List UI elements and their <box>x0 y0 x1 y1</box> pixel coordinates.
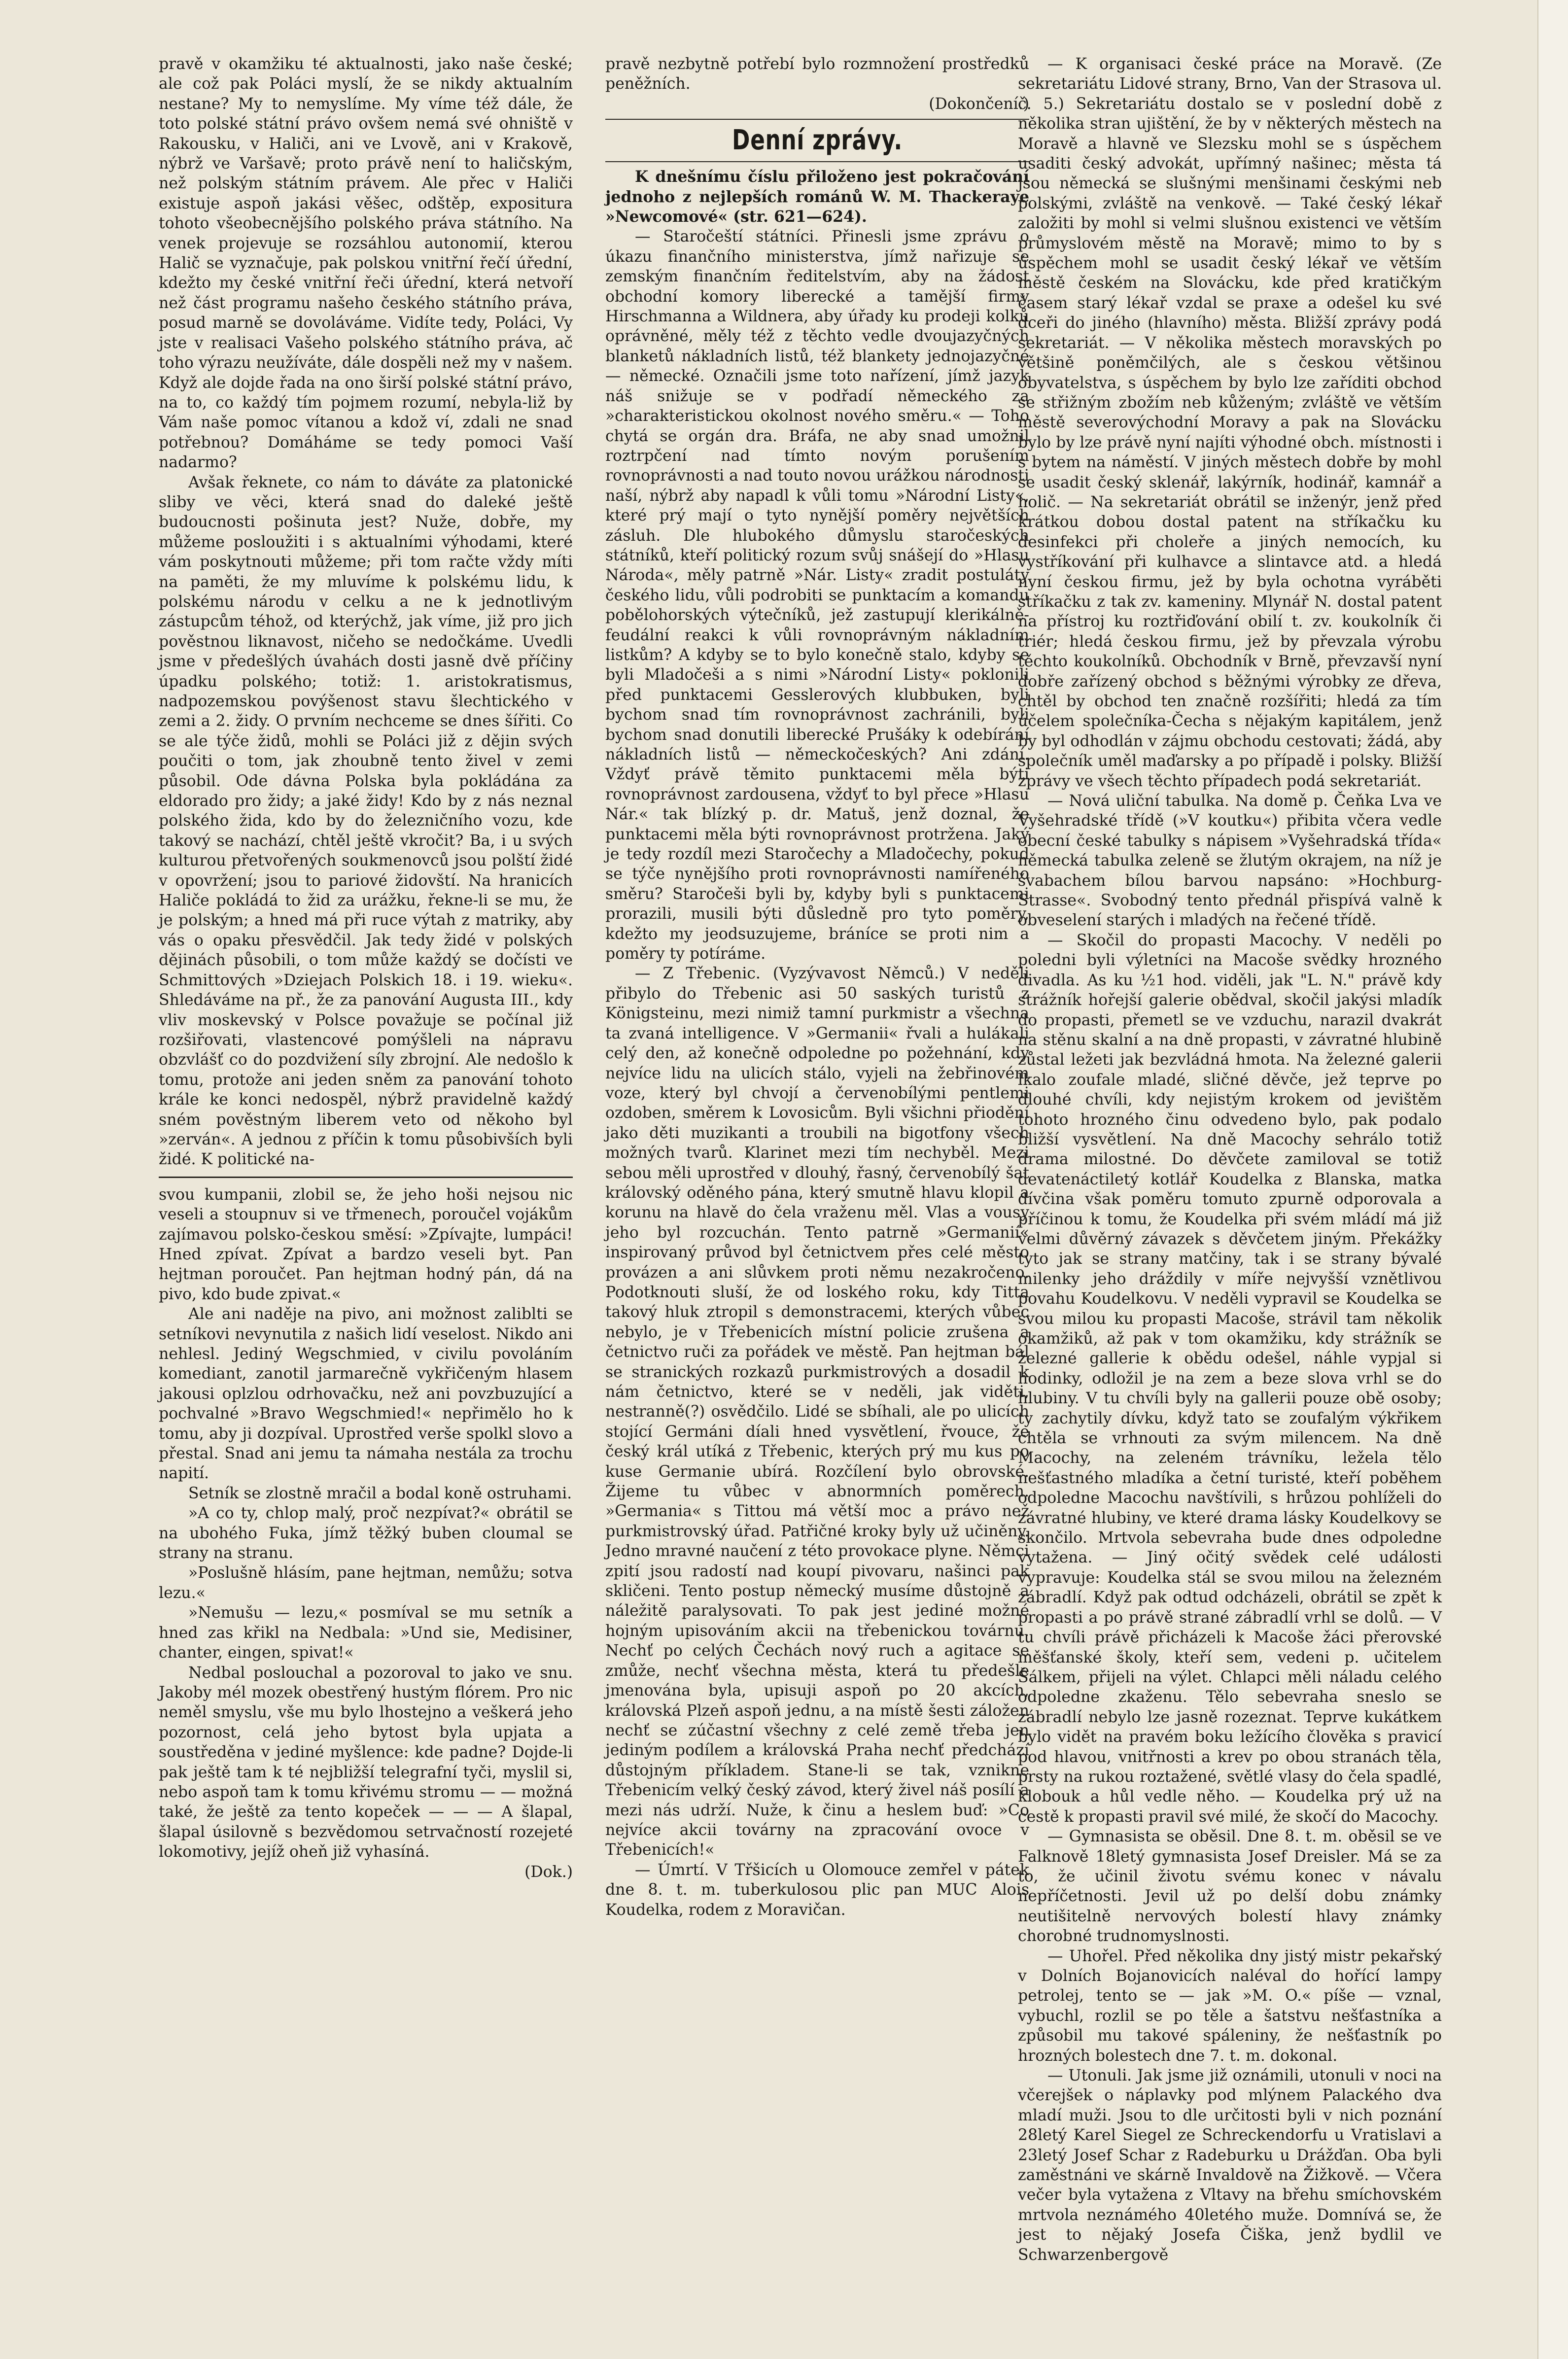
story-continued-tag: (Dok.) <box>524 1863 573 1881</box>
story-paragraph: Nedbal poslouchal a pozoroval to jako ve snu. Jakoby mél mozek obestřený hustým flórem. Pro nic neměl smyslu, vše mu bylo lhostejno a veškerá jeho pozornost, celá jeho bytost byla upjata a soustředěna v jediné myšlence: kde padne? Dojde-li pak ještě tam k té nejbližší telegrafní tyči, myslil si, nebo aspoň tam k tomu křivému stromu — — možná také, že ještě za tento kopeček — — — A šlapal, šlapal úsilovně s bezvědomou setrvačností rozejeté lokomotivy, jejíž oheň již vyhasíná. <box>159 1664 573 1861</box>
story-paragraph: Setník se zlostně mračil a bodal koně ostruhami. <box>188 1484 572 1502</box>
column-right <box>1018 54 1442 2265</box>
news-item: — Skočil do propasti Macochy. V neděli po poledni byli výletníci na Macoše svědky hrozného divadla. As ku ½1 hod. viděli, jak "L. N." právě kdy strážník hořejší galerie obědval, skočil jakýsi mladík do propasti, přemetl se ve vzduchu, narazil dvakrát na stěnu skalní a na dně propasti, v závratné hlubině zůstal ležeti jak bezvládná hmota. Na železné galerii lkalo zoufale mladé, sličné děvče, jež teprve po dlouhé chvíli, kdy nejistým krokem od jevištěm tohoto hrozného činu odvedeno bylo, pak podalo bližší vysvětlení. Na dně Macochy sehrálo totiž drama milostné. Do děvčete zamiloval se totiž devatenáctiletý kotlář Koudelka z Blanska, matka dívčina však poměru tomuto zpurně odporovala a příčinou k tomu, že Koudelka při svém mládí má již velmi důvěrný závazek s děvčetem jiným. Překážky tyto jak se strany matčiny, tak i se strany bývalé milenky jeho dráždily v míře nejvyšší vznětlivou povahu Koudelkovu. V neděli vypravil se Koudelka se svou milou ku propasti Macoše, strávil tam několik okamžiků, až pak v tom okamžiku, kdy strážník se železné gallerie k obědu odešel, náhle vypjal si hodinky, odložil je na zem a beze slova vrhl se do hlubiny. V tu chvíli byly na gallerii pouze obě osoby; ty zachytily dívku, když tato se zoufalým výkřikem chtěla se vrhnouti za svým milencem. Na dně Macochy, na zeleném trávníku, ležela tělo nešťastného mladíka a četní turisté, kteří poběhem odpoledne Macochu navštívili, s hrůzou pohlíželi do závratné hlubiny, ve které drama lásky Koudelkovy se skončilo. Mrtvola sebevraha bude dnes odpoledne vytažena. — Jiný očitý svědek celé události vypravuje: Koudelka stál se svou milou na železném zábradlí. Když pak odtud odcházeli, obrátil se zpět k propasti a po právě strané zábradlí vrhl se dolů. — V tu chvíli právě přicházeli k Macoše žáci přerovské měšťanské školy, kteří sem, vedeni p. učitelem Šálkem, přijeli na výlet. Chlapci měli náladu celého odpoledne zkaženu. Tělo sebevraha sneslo se zábradlí nebylo lze jasně rozeznat. Teprve kukátkem bylo vidět na pravém boku ležícího člověka s pravicí pod hlavou, vnitřnosti a krev po obou stranách těla, prsty na rukou roztažené, světlé vlasy do čela spadlé, klobouk a hůl vedle něho. — Koudelka prý už na cestě k propasti pravil své milé, že skočí do Macochy. <box>1018 931 1442 1826</box>
news-item: — Staročeští státníci. Přinesli jsme zprávu o úkazu finančního ministerstva, jímž nařizuje se zemským finančním ředitelstvím, aby na žádost obchodní komory liberecké a tamější firmy Hirschmanna a Wildnera, aby úřady ku prodeji kolků oprávněné, měly též z těchto vedle dvoujazyčných blanketů nákladních listů, též blankety jednojazyčné — německé. Označili jsme toto nařízení, jímž jazyk náš snižuje se v podřadí německého za »charakteristickou okolnost nového směru.« — Toho chytá se orgán dra. Bráfa, ne aby snad umožnil roztrpčení nad tímto novým porušením rovnoprávnosti a nad touto novou urážkou národnosti naší, nýbrž aby napadl k vůli tomu »Národní Listy«, které prý mají o tyto nynější poměry největších zásluh. Dle hlubokého důmyslu staročeských státníků, kteří politický rozum svůj snášejí do »Hlasu Národa«, měly patrně »Nár. Listy« zradit postuláty českého lidu, vůli podrobiti se punktacím a komandu pobělohorských výtečníků, jež zastupují klerikálně-feudální reakci k vůli rovnoprávným nákladním listkům? A kdyby se to bylo konečně stalo, kdyby se byli Mladočeši a s nimi »Národní Listy« poklonili před punktacemi Gesslerových klubbuken, byli bychom snad tím rovnoprávnost zachránili, byli bychom snad donutili liberecké Prušáky k odebírání nákladních listů — německočeských? Ani zdání. Vždyť právě těmito punktacemi měla býti rovnoprávnost zardousena, vždyť to byl přece »Hlasu Nár.« tak blízký p. dr. Matuš, jenž doznal, že punktacemi měla býti rovnoprávnost protržena. Jaký je tedy rozdíl mezi Staročechy a Mladočechy, pokud se týče nynějšího proti rovnoprávnosti namířeného směru? Staročeši byli by, kdyby byli s punktacemi prorazili, musili býti důsledně pro tyto poměry, kdežto my jeodsuzujeme, bráníce se proti nim a poměry ty potíráme. <box>605 228 1029 963</box>
story-paragraph: »Nemušu — lezu,« posmíval se mu setník a hned zas křikl na Nedbala: »Und sie, Medisiner, chanter, eingen, spivat!« <box>159 1604 573 1662</box>
column-middle <box>605 54 1029 1920</box>
section-divider <box>605 119 1029 120</box>
article-paragraph: Avšak řeknete, co nám to dáváte za platonické sliby ve věci, která snad do daleké ještě budoucnosti pošinuta jest? Nuže, dobře, my můžeme posloužiti i s aktualními výhodami, které vám poskytnouti můžeme; při tom račte vždy míti na paměti, že my mluvíme k polskému lidu, k polskému národu v celku a ne k jednotlivým zástupcům téhož, od kterýchž, jak víme, již pro jich pověstnou liknavost, ničeho se nedočkáme. Uvedli jsme v předešlých úvahách dosti jasně dvě příčiny úpadku polského; totiž: 1. aristokratismus, nadpozemskou povýšenost stavu šlechtického v zemi a 2. židy. O prvním nechceme se dnes šířiti. Co se ale týče židů, mohli se Poláci již z dějin svých poučiti o tom, jak zhoubně tento živel v zemi působil. Ode dávna Polska byla pokládána za eldorado pro židy; a jaké židy! Kdo by z nás neznal polského žida, kdo by do železničního vozu, kde takový se nachází, chtěl ještě vkročit? Ba, i u svých kulturou přetvořených soukmenovců jsou polští židé v opovržení; jsou to pariové židovští. Na hranicích Haliče pokládá to žid za urážku, řekne-li se mu, že je polským; a hned má při ruce výtah z matriky, aby vás o opaku přesvědčil. Jak tedy židé v polských dějinách působili, o tom může každý se dočísti ve Schmittových »Dziejach Polskich 18. i 19. wieku«. Shledáváme na př., že za panování Augusta III., kdy vliv moskevský v Polsce považuje se počínal již rozšiřovati, vlastencové pomýšleli na nápravu obzvlášť co do pozdvižení síly zbrojní. Ale nedošlo k tomu, protože ani jeden sněm za panování tohoto krále ke konci nedospěl, nýbrž pravidelně každý sném pověstným liberem veto od někoho byl »zerván«. A jednou z příčin k tomu působivších byli židé. K politické na- <box>159 473 573 1169</box>
section-divider <box>605 161 1029 162</box>
news-item: K dnešnímu číslu přiloženo jest pokračování jednoho z nejlepších románů W. M. Thackeraye »Newcomové« (str. 621—624). <box>605 168 1029 226</box>
news-item: — Utonuli. Jak jsme již oznámili, utonuli v noci na včerejšek o náplavky pod mlýnem Palackého dva mladí muži. Jsou to dle určitosti byli v nich poznání 28letý Karel Siegel ze Schreckendorfu u Vratislavi a 23letý Josef Schar z Radeburku u Drážďan. Oba byli zaměstnáni ve skárně Invaldově na Žižkově. — Včera večer byla vytažena z Vltavy na břehu smíchovském mrtvola neznámého 40letého muže. Domnívá se, že jest to nějaký Josefa Čiška, jenž bydlil ve Schwarzenbergově <box>1018 2067 1442 2264</box>
continued-tag: (Dokončení.) <box>929 95 1029 113</box>
story-paragraph: »A co ty, chlop malý, proč nezpívat?« obrátil se na ubohého Fuka, jímž těžký buben cloumal se strany na stranu. <box>159 1504 573 1562</box>
story-paragraph: svou kumpanii, zlobil se, že jeho hoši nejsou nic veseli a stoupnuv si ve třmenech, poroučel vojákům zajímavou polsko-českou směsí: »Zpívajte, lumpáci! Hned zpívat. Zpívat a bardzo veseli byt. Pan hejtman poroučet. Pan hejtman hodný pán, dá na pivo, kdo bude zpivat.« <box>159 1185 573 1303</box>
news-item: — Úmrtí. V Třšicích u Olomouce zemřel v pátek dne 8. t. m. tuberkulosou plic pan MUC Alois Koudelka, rodem z Moravičan. <box>605 1861 1029 1919</box>
page-margin <box>1537 0 1568 2359</box>
story-paragraph: »Poslušně hlásím, pane hejtman, nemůžu; sotva lezu.« <box>159 1564 573 1602</box>
continued-text: pravě nezbytně potřebí bylo rozmnožení prostředků peněžních. <box>605 55 1029 93</box>
article-paragraph: pravě v okamžiku té aktualnosti, jako naše české; ale což pak Poláci myslí, že se nikdy aktualním nestane? My to nemyslíme. My víme též dále, že toto polské státní právo ovšem nemá své ohniště v Rakousku, v Haliči, ani ve Lvově, ani v Krakově, nýbrž ve Varšavě; proto právě není to haličským, než polským státním právem. Ale přec v Haliči existuje aspoň jakási věšec, odštěp, expositura tohoto všeobecnějšího polského práva státního. Na venek projevuje se rozsáhlou autonomií, kterou Halič se vyznačuje, pak polskou vnitřní řečí úřední, kdežto my české vnitřní řeči úřední, která netvoří než část programu našeho českého státního práva, posud marně se dovoláváme. Vidíte tedy, Poláci, Vy jste v realisaci Vašeho polského státního práva, ač toho výrazu neužíváte, dále dospěli než my v našem. Když ale dojde řada na ono širší polské státní právo, na to, co každý tím pojmem rozumí, nebyla-liž by Vám naše pomoc vítanou a kdož ví, zdali ne snad potřebnou? Domáháme se tedy pomoci Vaší nadarmo? <box>159 55 573 472</box>
column-left <box>159 54 573 1882</box>
news-item: — Uhořel. Před několika dny jistý mistr pekařský v Dolních Bojanovicích naléval do hořící lampy petrolej, tento se — jak »M. O.« píše — vznal, vybuchl, rozlil se po těle a šatstvu nešťastníka a způsobil mu takové spáleniny, že nešťastník po hrozných bolestech dne 7. t. m. dokonal. <box>1018 1947 1442 2065</box>
feuilleton-divider <box>159 1177 573 1178</box>
story-paragraph: Ale ani naděje na pivo, ani možnost zaliblti se setníkovi nevynutila z našich lidí veselost. Nikdo ani nehlesl. Jediný Wegschmied, v civilu povoláním komediant, zanotil jarmarečně vykřičeným hlasem jakousi oplzlou odrhovačku, než ani povzbuzující a pochvalné »Bravo Wegschmied!« nepřimělo ho k tomu, aby ji dozpíval. Uprostřed verše spolkl slovo a přestal. Snad ani jemu ta námaha nestála za trochu napití. <box>159 1305 573 1483</box>
section-heading: Denní zprávy. <box>732 124 903 157</box>
news-item: — Z Třebenic. (Vyzývavost Němců.) V neděli přibylo do Třebenic asi 50 saských turistů z Königsteinu, mezi nimiž tamní purkmistr a všechna ta zvaná intelligence. V »Germanii« řvali a hulákali celý den, až konečně odpoledne po požehnání, kdy nejvíce lidu na ulicích stálo, vyjeli na žebřinovém voze, který byl chvojí a červenobílými pentlemi ozdoben, směrem k Lovosicům. Byli všichni přiodění jako děti muzikanti a troubili na bigotfony všech možných tvarů. Klarinet mezi tím nechyběl. Mezi sebou měli uprostřed v dlouhý, řasný, červenobílý šat královský oděného pána, který smutně hlavu klopil a korunu na hlavě do čela vraženu měl. Vlas a vousy jeho byl rozcuchán. Tento patrně »Germanií« inspirovaný průvod byl četnictvem přes celé město provázen a ani slůvkem proti němu nezakročeno. Podotknouti sluší, že od loského roku, kdy Titta takový hluk ztropil s demonstracemi, kterých vůbec nebylo, je v Třebenicích místní policie zrušena a četnictvo ruči za pořádek ve městě. Pan hejtman bál se stranických rozkazů purkmistrových a dosadil k nám četnictvo, které se v neděli, jak viděti, nestranně(?) osvědčilo. Lidé se sbíhali, ale po ulicích stojící Germáni díali hned vysvětlení, řvouce, že český král utíká z Třebenic, kterých prý mu kus po kuse Germanie ubírá. Rozčílení bylo obrovské. Žijeme tu vůbec v abnormních poměrech. »Germania« s Tittou má větší moc a právo než purkmistrovský úřad. Patřičné kroky byly už učiněny. Jedno mravné naučení z této provokace plyne. Němci zpití jsou radostí nad koupí pivovaru, našinci pak skličeni. Tento postup německý musíme důstojně a náležitě paralysovati. To pak jest jediné možné hojným upisováním akcii na třebenickou továrnu. Nechť po celých Čechách nový ruch a agitace se zmůže, nechť všechna města, která tu předešle jmenována byla, upisuji aspoň po 20 akcích, královská Plzeň aspoň jednu, a na místě šesti záložen nechť se zúčastní všechny z celé země třeba jen jediným podílem a královská Praha nechť předchází důstojným příkladem. Stane-li se tak, vznikne Třebenicím velký český závod, který živel náš posílí a mezi nás udrží. Nuže, k činu a heslem buď: »Co nejvíce akcii továrny na zpracování ovoce v Třebenicích!« <box>605 965 1029 1859</box>
news-item: — K organisaci české práce na Moravě. (Ze sekretariátu Lidové strany, Brno, Van der Strasova ul. č. 5.) Sekretariátu dostalo se v poslední době z několika stran ujištění, že by v některých městech na Moravě a hlavně ve Slezsku mohl se s úspěchem usaditi český advokát, upřímný našinec; města tá jsou německá se slušnými menšinami českými neb polskými, zvláště na venkově. — Také český lékař založiti by mohl si velmi slušnou existenci ve větším průmyslovém městě na Moravě; mimo to by s úspěchem mohl se usadit český lékař ve větším městě českém na Slovácku, kde před kratičkým časem starý lékař vzdal se praxe a odešel ku své dceři do jiného (hlavního) města. Bližší zprávy podá sekretariát. — V několika městech moravských po většině poněmčilých, ale s českou většinou obyvatelstva, s úspěchem by bylo lze zaříditi obchod se střižným zbožím neb kůženým; zvláště ve větším městě severovýchodní Moravy a pak na Slovácku bylo by lze právě nyní najíti výhodné obch. místnosti i s bytem na náměstí. V jiných městech dobře by mohl se usadit český sklenář, lakýrník, hodinář, kamnář a holič. — Na sekretariát obrátil se inženýr, jenž před krátkou dobou dostal patent na stříkačku ku desinfekci při choleře a jiných nemocích, ku vystříkování při kulhavce a slintavce atd. a hledá nyní českou firmu, jež by byla ochotna vyráběti stříkačku z tak zv. kameniny. Mlynář N. dostal patent na přístroj ku roztřiďování obilí t. zv. koukolník či triér; hledá českou firmu, jež by převzala výrobu těchto koukolníků. Obchodník v Brně, převzavší nyní dobře zařízený obchod s běžnými výrobky ze dřeva, chtěl by obchod ten značně rozšířiti; hledá za tím účelem společníka-Čecha s nějakým kapitálem, jenž by byl odhodlán v zájmu obchodu cestovati; žádá, aby společník uměl maďarsky a po případě i polsky. Bližší zprávy ve všech těchto případech podá sekretariát. <box>1018 55 1442 790</box>
news-item: — Nová uliční tabulka. Na domě p. Čeňka Lva ve Vyšehradské třídě (»V koutku«) přibita včera vedle obecní české tabulky s nápisem »Vyšehradská třída« německá tabulka zeleně se žlutým okrajem, na níž je švabachem bílou barvou napsáno: »Hochburg-Strasse«. Svobodný tento přednál přispívá valně k obveselení starých i mladých na řečené třídě. <box>1018 792 1442 930</box>
news-item: — Gymnasista se oběsil. Dne 8. t. m. oběsil se ve Falknově 18letý gymnasista Josef Dreisler. Má se za to, že učinil životu svému konec v návalu nepříčetnosti. Jevil už po delší dobu známky neutišitelně nervových bolestí hlavy známky chorobné trudnomyslnosti. <box>1018 1828 1442 1945</box>
